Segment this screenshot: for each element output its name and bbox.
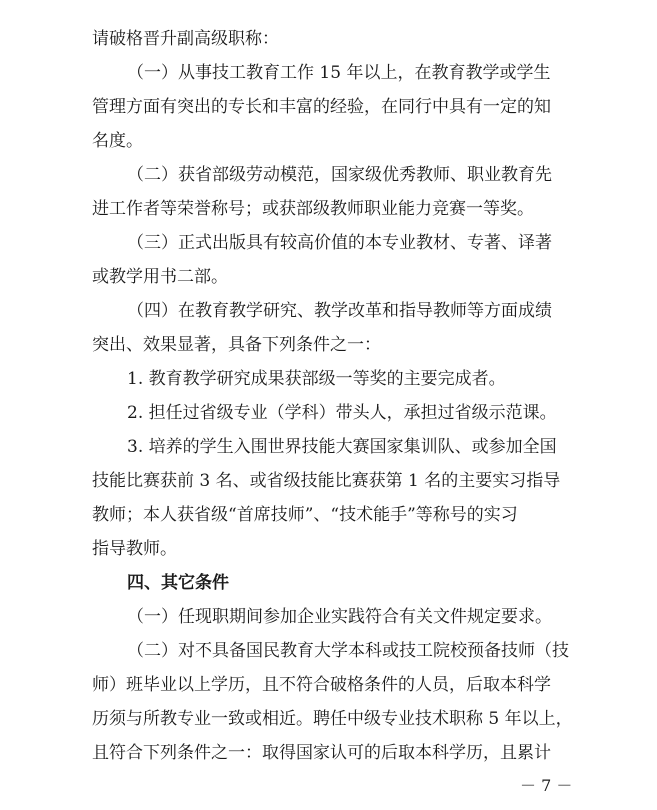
text-line-9: （四）在教育教学研究、教学改革和指导教师等方面成绩 <box>127 301 552 321</box>
text-line-13: 3. 培养的学生入围世界技能大赛国家集训队、或参加全国 <box>127 437 557 457</box>
text-line-6: 进工作者等荣誉称号；或获部级教师职业能力竞赛一等奖。 <box>92 199 534 219</box>
text-line-1: 请破格晋升副高级职称： <box>92 29 279 49</box>
section-heading: 四、其它条件 <box>127 573 229 593</box>
text-line-14: 技能比赛获前 3 名、或省级技能比赛获第 1 名的主要实习指导 <box>92 471 561 491</box>
text-line-5: （二）获省部级劳动模范，国家级优秀教师、职业教育先 <box>127 165 552 185</box>
text-line-2: （一）从事技工教育工作 15 年以上，在教育教学或学生 <box>127 63 551 83</box>
text-line-15: 教师；本人获省级“首席技师”、“技术能手”等称号的实习 <box>92 505 518 525</box>
text-line-3: 管理方面有突出的专长和丰富的经验，在同行中具有一定的知 <box>92 97 551 117</box>
text-line-12: 2. 担任过省级专业（学科）带头人，承担过省级示范课。 <box>127 403 557 423</box>
text-line-11: 1. 教育教学研究成果获部级一等奖的主要完成者。 <box>127 369 506 389</box>
text-line-21: 历须与所教专业一致或相近。聘任中级专业技术职称 5 年以上， <box>92 709 573 729</box>
text-line-4: 名度。 <box>92 131 143 151</box>
text-line-18: （一）任现职期间参加企业实践符合有关文件规定要求。 <box>127 607 552 627</box>
text-line-16: 指导教师。 <box>92 539 177 559</box>
text-line-10: 突出、效果显著，具备下列条件之一： <box>92 335 381 355</box>
text-line-20: 师）班毕业以上学历，且不符合破格条件的人员，后取本科学 <box>92 675 551 695</box>
text-line-22: 且符合下列条件之一：取得国家认可的后取本科学历，且累计 <box>92 743 551 763</box>
page-number: － 7 － <box>520 776 573 795</box>
text-line-19: （二）对不具备国民教育大学本科或技工院校预备技师（技 <box>127 641 569 661</box>
text-line-7: （三）正式出版具有较高价值的本专业教材、专著、译著 <box>127 233 552 253</box>
text-line-8: 或教学用书二部。 <box>92 267 228 287</box>
